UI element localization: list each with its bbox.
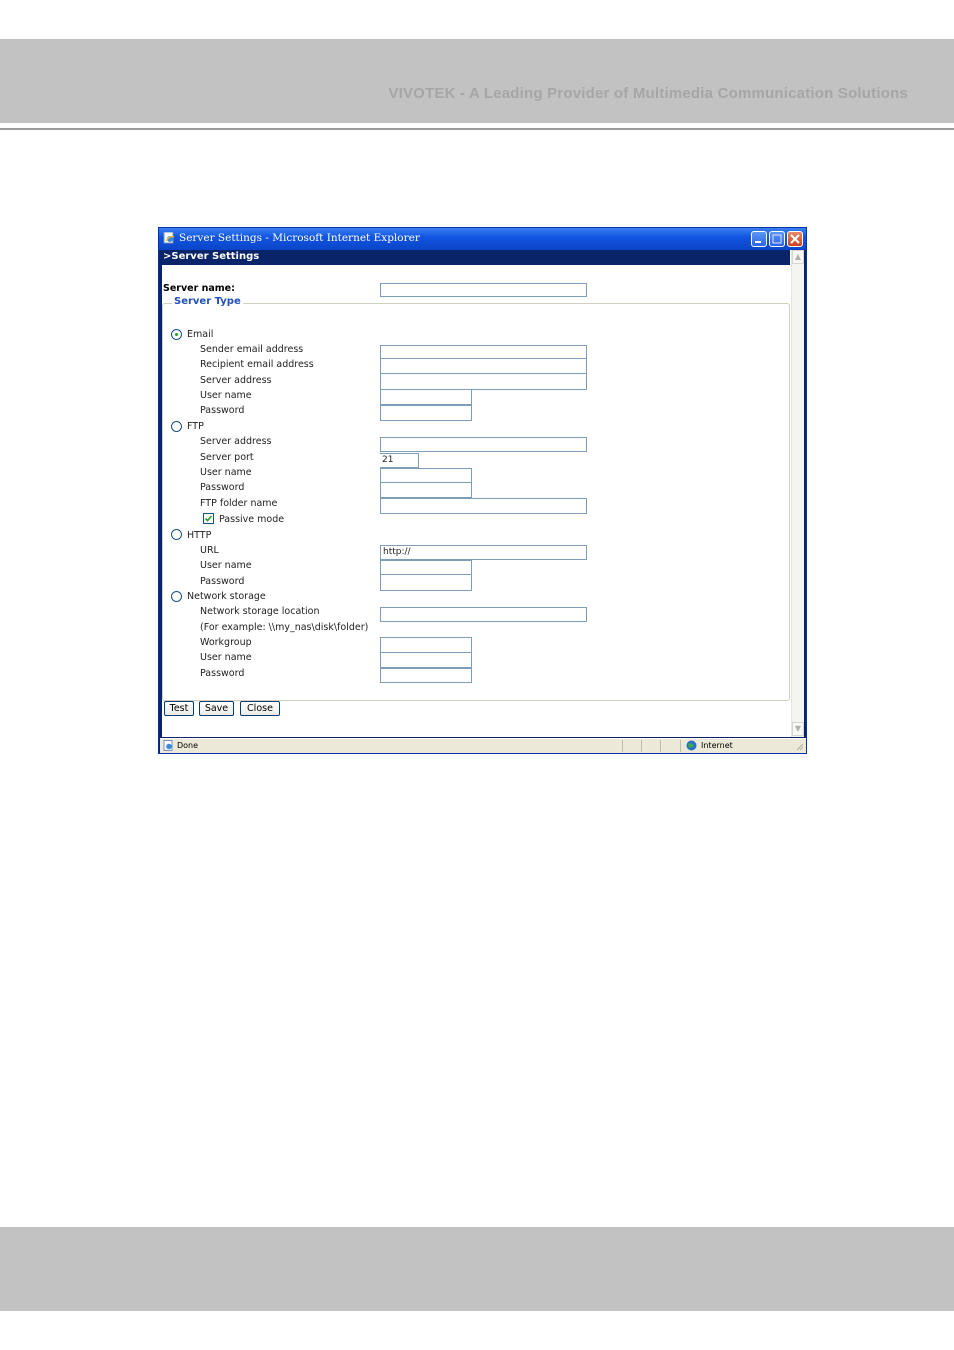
recipient-email-label: Recipient email address <box>200 359 314 370</box>
network-user-name-input[interactable] <box>380 653 472 668</box>
email-password-label: Password <box>200 405 245 416</box>
page-done-icon <box>163 740 174 751</box>
ftp-folder-input[interactable] <box>380 498 587 514</box>
recipient-email-input[interactable] <box>380 359 587 374</box>
server-name-label: Server name: <box>163 283 235 294</box>
ftp-server-address-input[interactable] <box>380 437 587 452</box>
ftp-password-input[interactable] <box>380 483 472 498</box>
ftp-server-port-label: Server port <box>200 452 254 463</box>
scroll-down-arrow[interactable]: ▼ <box>792 722 804 736</box>
window-title: Server Settings - Microsoft Internet Explorer <box>179 232 420 244</box>
network-storage-example: (For example: \\my_nas\disk\folder) <box>200 622 369 633</box>
ftp-password-label: Password <box>200 482 245 493</box>
header-band <box>0 39 954 123</box>
http-option-label: HTTP <box>187 530 212 541</box>
status-divider <box>660 740 661 752</box>
vertical-scrollbar[interactable] <box>791 250 804 737</box>
http-password-input[interactable] <box>380 575 472 591</box>
email-server-address-input[interactable] <box>380 374 587 390</box>
maximize-icon <box>770 232 784 246</box>
maximize-button[interactable] <box>769 231 785 247</box>
status-bar <box>160 738 806 753</box>
network-storage-option-label: Network storage <box>187 591 266 602</box>
ftp-radio[interactable] <box>171 421 182 432</box>
network-password-input[interactable] <box>380 668 472 683</box>
test-button[interactable]: Test <box>164 701 194 716</box>
email-user-name-input[interactable] <box>380 390 472 405</box>
workgroup-input[interactable] <box>380 637 472 653</box>
ftp-server-address-label: Server address <box>200 436 272 447</box>
ftp-server-port-input[interactable]: 21 <box>380 453 419 468</box>
status-divider <box>622 740 623 752</box>
http-radio[interactable] <box>171 529 182 540</box>
email-server-address-label: Server address <box>200 375 272 386</box>
radio-selected-dot <box>175 333 178 336</box>
email-radio[interactable] <box>171 329 182 340</box>
server-type-legend: Server Type <box>174 296 241 307</box>
window-titlebar[interactable] <box>159 228 806 250</box>
save-button[interactable]: Save <box>199 701 234 716</box>
close-icon <box>788 232 802 246</box>
checkmark-icon <box>204 514 213 523</box>
network-password-label: Password <box>200 668 245 679</box>
section-heading-bar <box>162 250 790 265</box>
ftp-user-name-input[interactable] <box>380 468 472 483</box>
sender-email-input[interactable] <box>380 345 587 359</box>
internet-zone-icon <box>686 740 697 751</box>
resize-grip-icon[interactable] <box>794 741 804 751</box>
network-user-name-label: User name <box>200 652 252 663</box>
passive-mode-label: Passive mode <box>219 514 285 525</box>
http-password-label: Password <box>200 576 245 587</box>
server-name-input[interactable] <box>380 283 587 297</box>
passive-mode-checkbox[interactable] <box>203 513 214 524</box>
scroll-up-arrow[interactable]: ▲ <box>792 250 804 264</box>
minimize-icon <box>752 232 766 246</box>
status-text: Done <box>177 741 199 750</box>
network-storage-location-label: Network storage location <box>200 606 320 617</box>
ftp-user-name-label: User name <box>200 467 252 478</box>
ie-page-icon <box>163 232 175 244</box>
email-option-label: Email <box>187 329 214 340</box>
http-user-name-label: User name <box>200 560 252 571</box>
footer-band <box>0 1227 954 1311</box>
page-content <box>162 250 804 737</box>
ftp-folder-label: FTP folder name <box>200 498 278 509</box>
sender-email-label: Sender email address <box>200 344 304 355</box>
http-url-input[interactable]: http:// <box>380 545 587 560</box>
network-storage-radio[interactable] <box>171 591 182 602</box>
header-tagline: VIVOTEK - A Leading Provider of Multimedia Communication Solutions <box>388 85 908 102</box>
header-divider <box>0 128 954 130</box>
email-user-name-label: User name <box>200 390 252 401</box>
browser-window <box>158 227 807 754</box>
close-window-button[interactable] <box>787 231 803 247</box>
ftp-option-label: FTP <box>187 421 204 432</box>
status-divider <box>680 740 681 752</box>
http-user-name-input[interactable] <box>380 560 472 575</box>
workgroup-label: Workgroup <box>200 637 252 648</box>
http-url-label: URL <box>200 545 219 556</box>
close-button[interactable]: Close <box>240 701 280 716</box>
network-storage-location-input[interactable] <box>380 607 587 622</box>
section-heading: >Server Settings <box>163 251 260 262</box>
minimize-button[interactable] <box>751 231 767 247</box>
email-password-input[interactable] <box>380 405 472 421</box>
status-divider <box>641 740 642 752</box>
zone-text: Internet <box>701 741 733 750</box>
